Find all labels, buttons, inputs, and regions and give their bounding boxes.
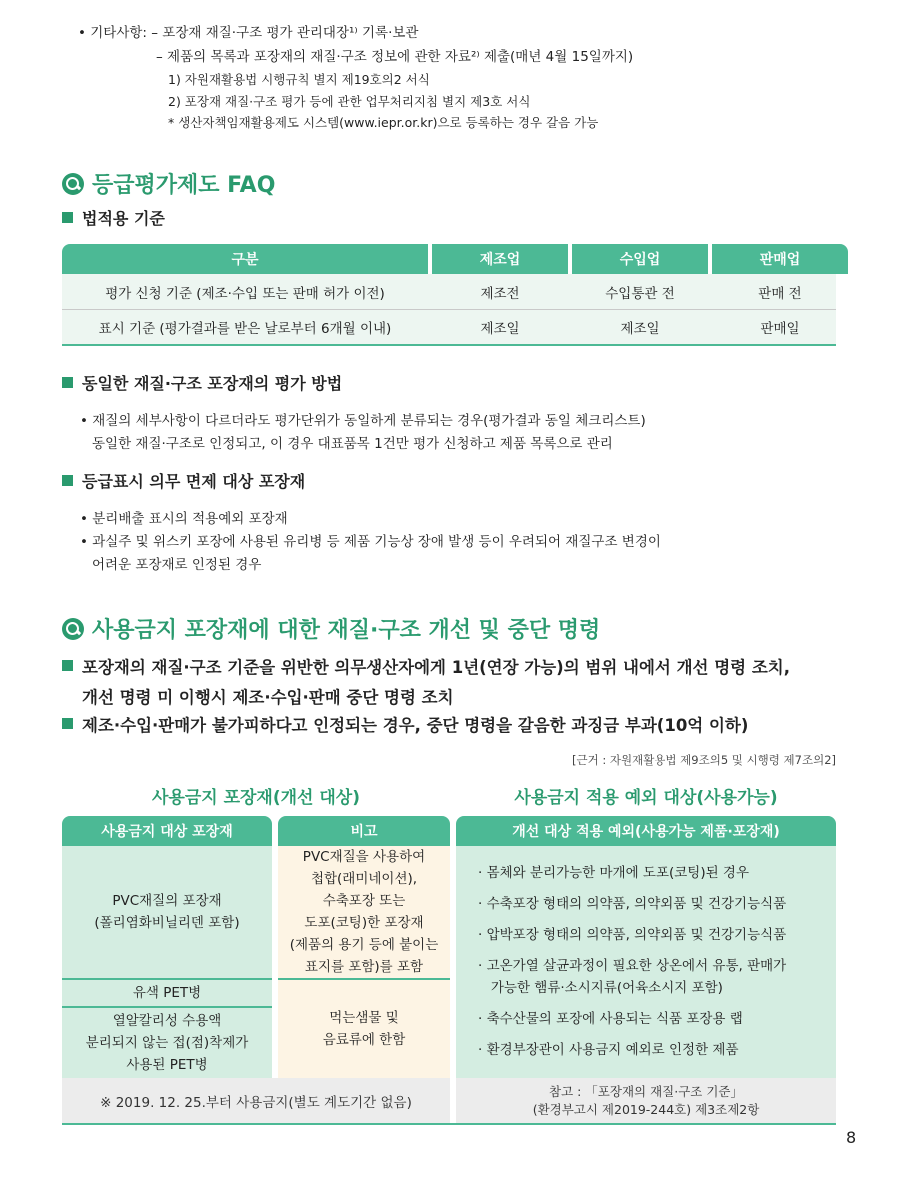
search-icon [62, 618, 84, 640]
exception-item: · 고온가열 살균과정이 필요한 상온에서 유통, 판매가 [478, 958, 787, 974]
colored-pet-cell: 유색 PET병 [62, 980, 272, 1006]
ban-line-3: 제조·수입·판매가 불가피하다고 인정되는 경우, 중단 명령을 갈음한 과징금 부과(10억 이하) [82, 716, 749, 735]
table-cell: 평가 신청 기준 (제조·수입 또는 판매 허가 이전) [105, 285, 385, 302]
reference-line: (환경부고시 제2019-244호) 제3조제2항 [532, 1101, 760, 1117]
square-bullet-icon [62, 718, 73, 729]
exempt-line-1: • 분리배출 표시의 적용예외 포장재 [80, 511, 288, 527]
note-line-2: – 제품의 목록과 포장재의 재질·구조 정보에 관한 자료²⁾ 제출(매년 4월 15일까지) [156, 49, 634, 65]
header-importer: 수입업 [572, 244, 708, 274]
table-cell: 제조전 [480, 285, 520, 302]
note-line-1: • 기타사항: – 포장재 재질·구조 평가 관리대장¹⁾ 기록·보관 [78, 25, 419, 41]
left-table-title: 사용금지 포장재(개선 대상) [151, 788, 361, 808]
exception-item: 가능한 햄류·소시지류(어육소시지 포함) [478, 980, 723, 996]
header-banned-packaging: 사용금지 대상 포장재 [62, 816, 272, 846]
exception-item: · 환경부장관이 사용금지 예외로 인정한 제품 [478, 1042, 739, 1058]
table-cell: 판매 전 [758, 285, 802, 302]
exception-item: · 압박포장 형태의 의약품, 의약외품 및 건강기능식품 [478, 927, 787, 943]
reference-line: 참고 : 「포장재의 재질·구조 기준」 [549, 1083, 743, 1099]
note-line: 표지를 포함)를 포함 [304, 959, 424, 975]
header-category: 구분 [62, 244, 428, 274]
same-material-heading [62, 371, 342, 394]
exempt-heading-text: 등급표시 의무 면제 대상 포장재 [82, 472, 306, 491]
exempt-line-2: • 과실주 및 위스키 포장에 사용된 유리병 등 제품 기능상 장애 발생 등이 우려되어 재질구조 변경이 [80, 534, 661, 550]
ban-date-note: ※ 2019. 12. 25.부터 사용금지(별도 계도기간 없음) [62, 1078, 450, 1123]
table-cell: 제조일 [620, 321, 660, 337]
table-cell: 수입통관 전 [605, 285, 675, 302]
header-seller: 판매업 [712, 244, 848, 274]
table-cell: 판매일 [760, 321, 800, 337]
note-line: PVC재질을 사용하여 [302, 849, 426, 865]
exempt-heading [62, 469, 305, 492]
table-row [62, 310, 836, 346]
faq-title-text: 등급평가제도 FAQ [92, 173, 276, 198]
law-heading-text: 법적용 기준 [82, 209, 165, 228]
hotmelt-line: 열알칼리성 수용액 [112, 1013, 222, 1029]
right-table-title: 사용금지 적용 예외 대상(사용가능) [514, 788, 778, 808]
table-cell: 표시 기준 (평가결과를 받은 날로부터 6개월 이내) [98, 321, 392, 337]
ban-section-title [62, 613, 600, 644]
ban-para-1 [62, 654, 790, 708]
square-bullet-icon [62, 660, 73, 671]
search-icon [62, 173, 84, 195]
pvc-cell [62, 846, 272, 978]
page-number: 8 [846, 1128, 857, 1147]
drink-note-cell [278, 980, 450, 1078]
header-exceptions: 개선 대상 적용 예외(사용가능 제품·포장재) [456, 816, 836, 846]
exception-item: · 수축포장 형태의 의약품, 의약외품 및 건강기능식품 [478, 896, 787, 912]
footnote-1: 1) 자원재활용법 시행규칙 별지 제19호의2 서식 [168, 72, 430, 87]
table-row [62, 274, 836, 310]
ban-title-text: 사용금지 포장재에 대한 재질·구조 개선 및 중단 명령 [92, 618, 601, 643]
hotmelt-line: 분리되지 않는 접(점)착제가 [85, 1035, 249, 1051]
hotmelt-cell [62, 1008, 272, 1078]
note-line: 수축포장 또는 [322, 893, 406, 909]
square-bullet-icon [62, 475, 73, 486]
footnote-2: 2) 포장재 재질·구조 평가 등에 관한 업무처리지침 별지 제3호 서식 [168, 94, 531, 109]
note-line: 도포(코팅)한 포장재 [304, 915, 424, 931]
hotmelt-line: 사용된 PET병 [126, 1057, 208, 1073]
note-line: (제품의 용기 등에 붙이는 [289, 937, 439, 953]
square-bullet-icon [62, 212, 73, 223]
same-line-1: • 재질의 세부사항이 다르더라도 평가단위가 동일하게 분류되는 경우(평가결과 동일 체크리스트) [80, 413, 646, 429]
ban-line-1: 포장재의 재질·구조 기준을 위반한 의무생산자에게 1년(연장 가능)의 범위 내에서 개선 명령 조치, [82, 658, 790, 677]
footnote-3: * 생산자책임재활용제도 시스템(www.iepr.or.kr)으로 등록하는 경우 갈음 가능 [168, 115, 599, 130]
table-bottom-rule [62, 1123, 836, 1125]
legal-basis: [근거 : 자원재활용법 제9조의5 및 시행령 제7조의2] [571, 753, 836, 767]
law-heading [62, 206, 165, 229]
exempt-line-3: 어려운 포장재로 인정된 경우 [92, 557, 262, 573]
law-table-header [62, 244, 836, 274]
ban-line-2: 개선 명령 미 이행시 제조·수입·판매 중단 명령 조치 [82, 688, 454, 707]
header-manufacturer: 제조업 [432, 244, 568, 274]
note-line: 먹는샘물 및 [329, 1010, 399, 1026]
faq-section-title [62, 168, 275, 199]
exception-item: · 축수산물의 포장에 사용되는 식품 포장용 랩 [478, 1011, 743, 1027]
same-line-2: 동일한 재질·구조로 인정되고, 이 경우 대표품목 1건만 평가 신청하고 제품 목록으로 관리 [92, 436, 613, 452]
note-line: 첩합(래미네이션), [310, 871, 418, 887]
exceptions-cell [456, 846, 836, 1078]
ban-para-2 [62, 712, 748, 736]
header-remarks: 비고 [278, 816, 450, 846]
table-cell: 제조일 [480, 321, 520, 337]
law-table [62, 244, 836, 346]
same-heading-text: 동일한 재질·구조 포장재의 평가 방법 [82, 374, 343, 393]
exception-item: · 몸체와 분리가능한 마개에 도포(코팅)된 경우 [478, 865, 750, 881]
pvc-note-cell [278, 846, 450, 978]
pvc-line: PVC재질의 포장재 [112, 893, 222, 909]
reference-note [456, 1078, 836, 1123]
square-bullet-icon [62, 377, 73, 388]
pvc-line: (폴리염화비닐리덴 포함) [94, 915, 240, 931]
note-line: 음료류에 한함 [322, 1032, 406, 1048]
